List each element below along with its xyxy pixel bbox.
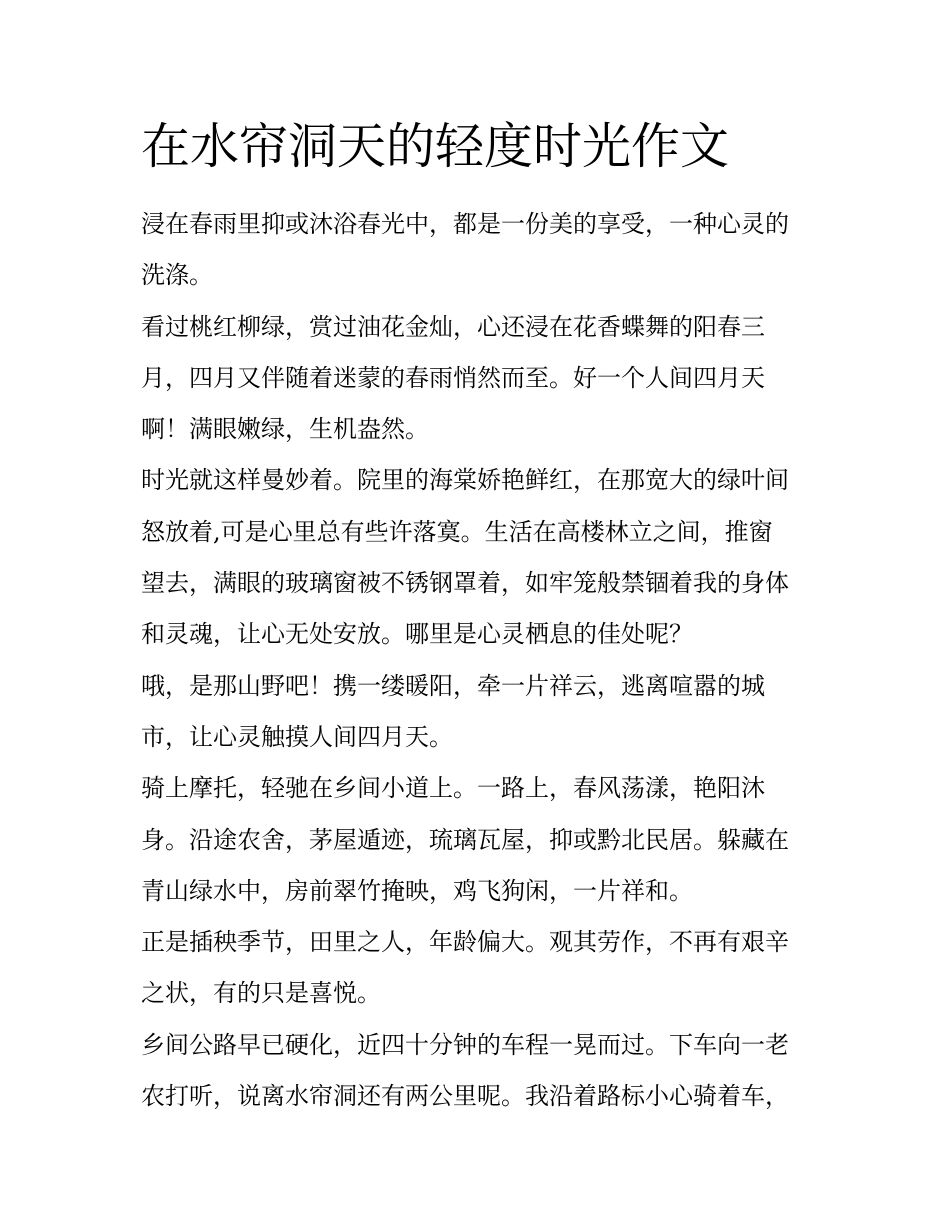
paragraph <box>141 455 811 660</box>
text-line: 看过桃红柳绿，赏过油花金灿，心还浸在花香蝶舞的阳春三 <box>141 312 765 341</box>
text-line: 正是插秧季节，田里之人，年龄偏大。观其劳作，不再有艰辛 <box>141 928 789 957</box>
text-line: 之状，有的只是喜悦。 <box>141 979 381 1008</box>
text-line: 农打听，说离水帘洞还有两公里呢。我沿着路标小心骑着车， <box>141 1082 789 1111</box>
text-line: 青山绿水中，房前翠竹掩映，鸡飞狗闲，一片祥和。 <box>141 876 693 905</box>
paragraph <box>141 917 811 1020</box>
text-line: 和灵魂，让心无处安放。哪里是心灵栖息的佳处呢？ <box>141 620 693 649</box>
paragraph <box>141 1020 811 1123</box>
text-line: 骑上摩托，轻驰在乡间小道上。一路上，春风荡漾，艳阳沐 <box>141 774 765 803</box>
text-line: 洗涤。 <box>141 261 213 290</box>
paragraph <box>141 199 811 302</box>
text-line: 怒放着,可是心里总有些许落寞。生活在高楼林立之间，推窗 <box>141 517 773 546</box>
paragraph <box>141 763 811 917</box>
paragraph <box>141 302 811 456</box>
text-line: 市，让心灵触摸人间四月天。 <box>141 722 453 751</box>
paragraph <box>141 661 811 764</box>
text-line: 月，四月又伴随着迷蒙的春雨悄然而至。好一个人间四月天 <box>141 363 765 392</box>
text-line: 望去，满眼的玻璃窗被不锈钢罩着，如牢笼般禁锢着我的身体 <box>141 569 789 598</box>
text-line: 时光就这样曼妙着。院里的海棠娇艳鲜红，在那宽大的绿叶间 <box>141 466 789 495</box>
document-page <box>141 0 811 1229</box>
text-line: 啊！满眼嫩绿，生机盎然。 <box>141 415 429 444</box>
document-title: 在水帘洞天的轻度时光作文 <box>141 118 730 175</box>
document-body <box>141 199 811 1122</box>
text-line: 身。沿途农舍，茅屋遁迹，琉璃瓦屋，抑或黔北民居。躲藏在 <box>141 825 789 854</box>
text-line: 哦，是那山野吧！携一缕暖阳，牵一片祥云，逃离喧嚣的城 <box>141 671 765 700</box>
text-line: 乡间公路早已硬化，近四十分钟的车程一晃而过。下车向一老 <box>141 1030 789 1059</box>
text-line: 浸在春雨里抑或沐浴春光中，都是一份美的享受，一种心灵的 <box>141 210 789 238</box>
